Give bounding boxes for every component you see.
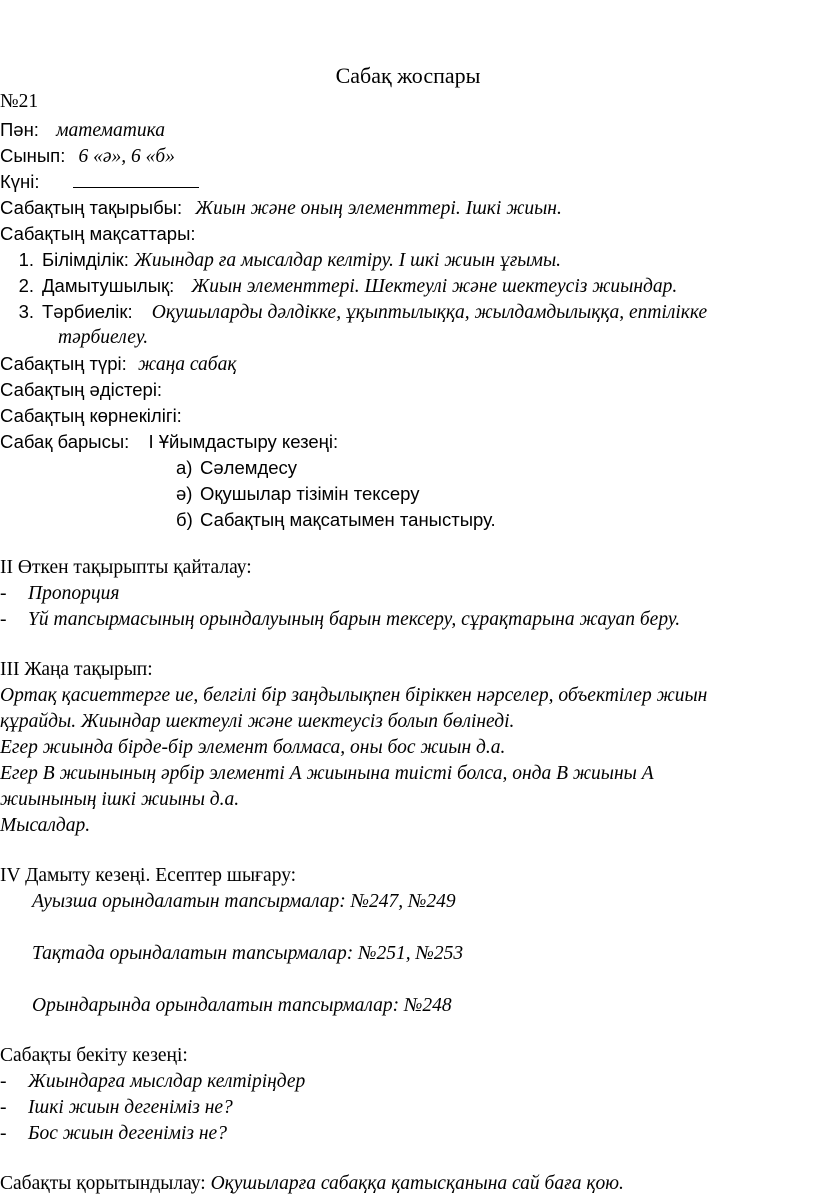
review-text: Пропорция (28, 583, 120, 604)
class-row (0, 143, 175, 170)
methods-label: Сабақтың әдістері: (0, 379, 163, 400)
item-letter: б) (176, 509, 193, 530)
subject-row (0, 117, 165, 144)
date-label: Күні: (0, 171, 40, 192)
goal-label: Білімділік: (42, 249, 129, 270)
topic-label: Сабақтың тақырыбы: (0, 197, 183, 218)
goal-label: Тәрбиелік: (42, 301, 133, 322)
consolidation-heading: Сабақты бекіту кезеңі: (0, 1045, 188, 1066)
dash: - (0, 1123, 7, 1144)
review-item (0, 607, 680, 633)
type-row (0, 351, 236, 378)
dash: - (0, 1071, 7, 1092)
item-text: Оқушылар тізімін тексеру (200, 483, 420, 504)
goal-number: 3. (18, 301, 34, 322)
goal-item-1 (8, 247, 561, 274)
date-row (0, 169, 199, 195)
stage1-item (176, 455, 297, 481)
item-letter: а) (176, 457, 193, 478)
date-blank-line (73, 169, 199, 188)
dash: - (0, 1097, 7, 1118)
consolidation-text: Жиындарға мыслдар келтіріңдер (28, 1071, 306, 1092)
new-topic-heading: ІІІ Жаңа тақырып: (0, 659, 153, 680)
new-topic-line: құрайды. Жиындар шектеулі және шектеусіз болып бөлінеді. (0, 711, 515, 732)
consolidation-text: Бос жиын дегеніміз не? (28, 1123, 227, 1144)
progress-row (0, 429, 338, 455)
class-value: 6 «ә», 6 «б» (78, 146, 175, 167)
development-heading: ІV Дамыту кезеңі. Есептер шығару: (0, 865, 297, 886)
consolidation-text: Ішкі жиын дегеніміз не? (28, 1097, 233, 1118)
stage1-item (176, 507, 496, 533)
page-title: Сабақ жоспары (335, 63, 481, 88)
consolidation-item (0, 1069, 305, 1095)
new-topic-line: жиынының ішкі жиыны д.а. (0, 789, 240, 810)
progress-label: Сабақ барысы: (0, 431, 130, 452)
goal-item-2 (8, 273, 677, 300)
topic-row (0, 195, 562, 222)
new-topic-line: Мысалдар. (0, 815, 91, 836)
consolidation-item (0, 1121, 227, 1147)
type-value: жаңа сабақ (137, 354, 237, 375)
goal-number: 1. (18, 249, 34, 270)
item-letter: ә) (176, 483, 193, 504)
new-topic-line: Егер жиында бірде-бір элемент болмаса, оны бос жиын д.а. (0, 737, 506, 758)
goal-number: 2. (18, 275, 34, 296)
dash: - (0, 583, 7, 604)
summary-label: Сабақты қорытындылау: (0, 1173, 206, 1194)
review-heading: ІІ Өткен тақырыпты қайталау: (0, 557, 252, 578)
item-text: Сабақтың мақсатымен таныстыру. (200, 509, 496, 530)
new-topic-line: Ортақ қасиеттерге ие, белгілі бір заңдылықпен біріккен нәрселер, объектілер жиын (0, 685, 708, 706)
goal-value: Жиындар ға мысалдар келтіру. І шкі жиын ұғымы. (134, 250, 562, 271)
class-label: Сынып: (0, 145, 66, 166)
topic-value: Жиын және оның элементтері. Ішкі жиын. (195, 198, 562, 219)
consolidation-item (0, 1095, 233, 1121)
subject-label: Пән: (0, 119, 39, 140)
development-task: Орындарында орындалатын тапсырмалар: №248 (32, 995, 452, 1016)
development-task: Тақтада орындалатын тапсырмалар: №251, №253 (32, 943, 464, 964)
goal-item-3-continuation: тәрбиелеу. (58, 327, 149, 348)
review-item (0, 581, 119, 607)
type-label: Сабақтың түрі: (0, 353, 127, 374)
goals-label: Сабақтың мақсаттары: (0, 223, 196, 244)
goal-value: Оқушыларды дәлдікке, ұқыптылыққа, жылдамдылыққа, ептілікке (151, 302, 708, 323)
stage1-heading: І Ұйымдастыру кезеңі: (148, 431, 339, 452)
item-text: Сәлемдесу (200, 457, 298, 478)
new-topic-line: Егер В жиынының әрбір элементі А жиынына тиісті болса, онда В жиыны А (0, 763, 654, 784)
review-text: Үй тапсырмасының орындалуының барын тексеру, сұрақтарына жауап беру. (28, 609, 681, 630)
subject-value: математика (56, 120, 165, 141)
plan-number: №21 (0, 91, 39, 112)
stage1-item (176, 481, 419, 507)
development-task: Ауызша орындалатын тапсырмалар: №247, №249 (32, 891, 456, 912)
goal-value: Жиын элементтері. Шектеулі және шектеусіз жиындар. (191, 276, 678, 297)
goal-label: Дамытушылық: (42, 275, 175, 296)
visuals-label: Сабақтың көрнекілігі: (0, 405, 182, 426)
dash: - (0, 609, 7, 630)
summary-value: Оқушыларға сабаққа қатысқанына сай баға қою. (210, 1173, 624, 1194)
goal-item-3 (8, 299, 707, 326)
summary-row (0, 1171, 624, 1197)
